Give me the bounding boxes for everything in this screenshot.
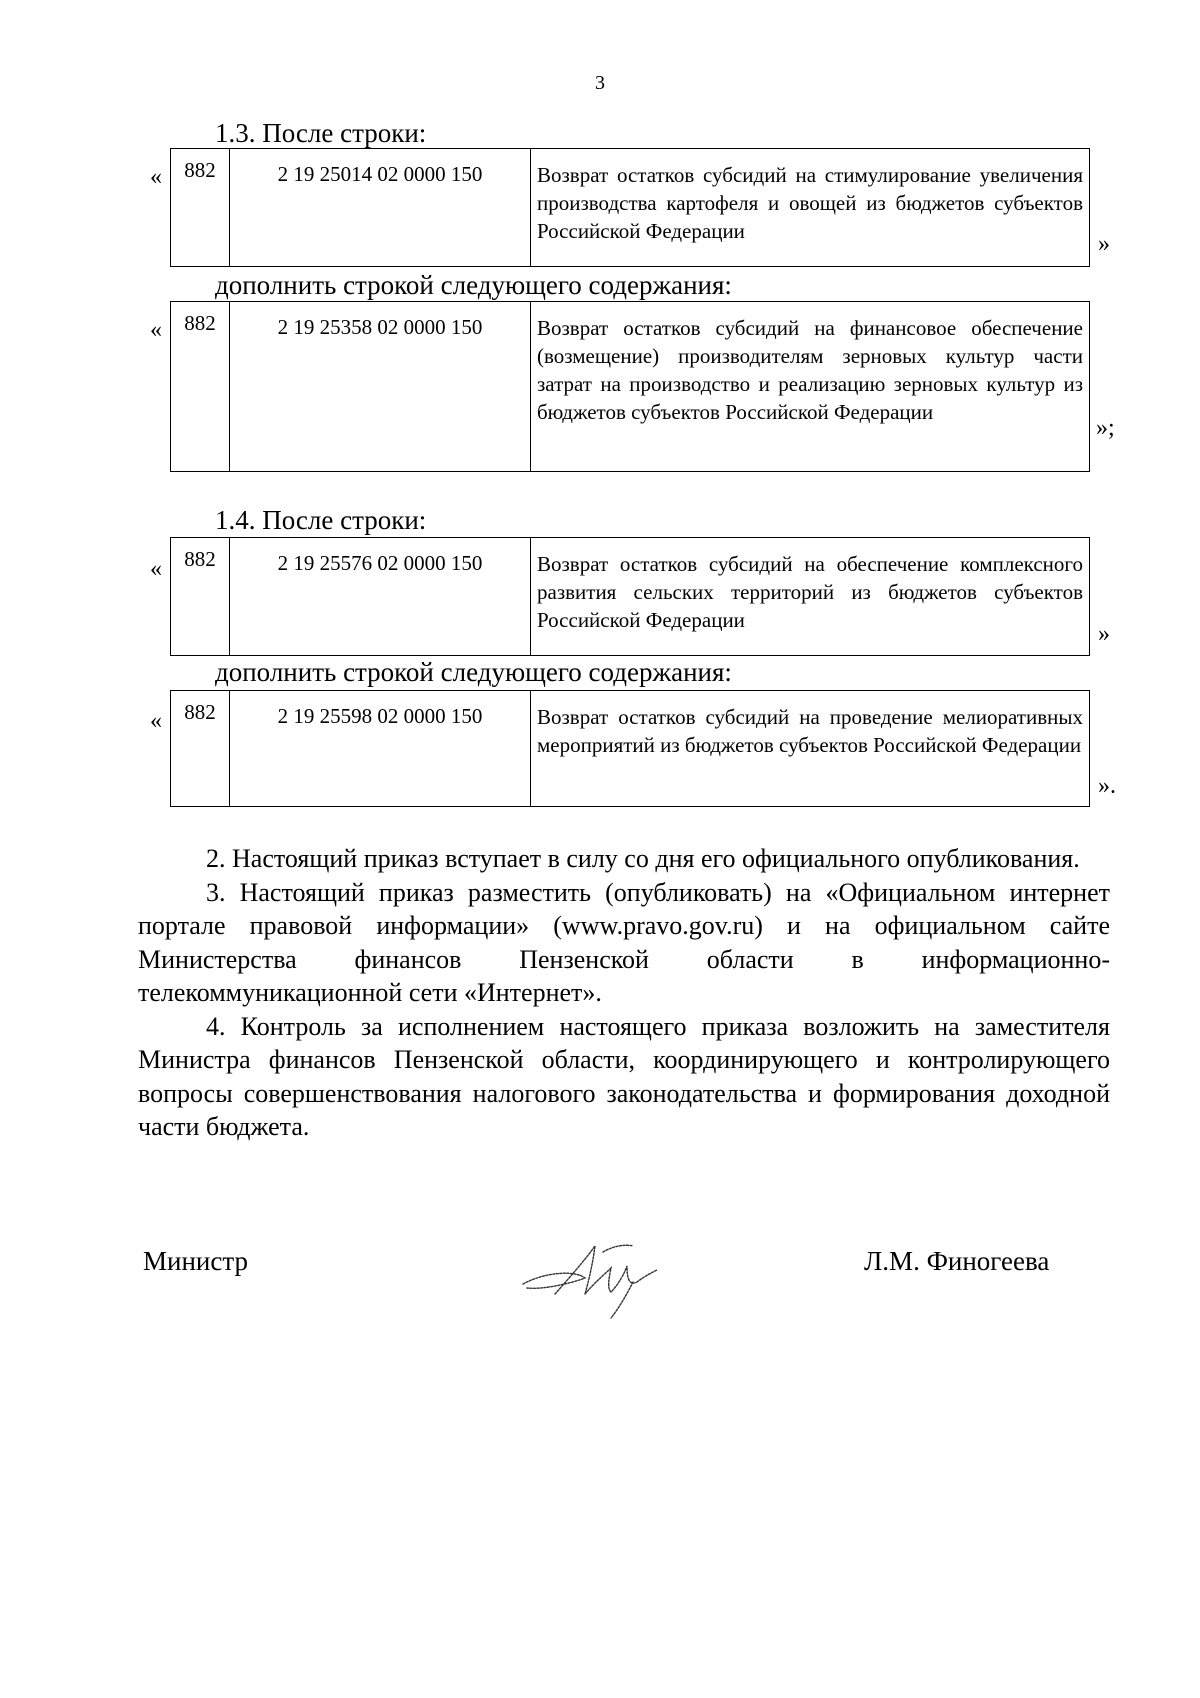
admin-code-cell: 882 [171,691,230,807]
open-quote: « [150,164,162,190]
close-quote: ». [1098,773,1116,799]
section-heading: 1.3. После строки: [215,118,427,148]
admin-code-cell: 882 [171,149,230,267]
budget-code-cell: 2 19 25014 02 0000 150 [230,149,531,267]
table-row [171,691,1090,807]
budget-code-cell: 2 19 25598 02 0000 150 [230,691,531,807]
open-quote: « [150,556,162,582]
revenue-name-cell: Возврат остатков субсидий на проведение мелиоративных мероприятий из бюджетов субъектов Российской Федерации [531,691,1090,807]
paragraph-publication: 3. Настоящий приказ разместить (опубликовать) на «Официальном интернет портале правовой информации» (www.pravo.gov.ru) и на официальном сайте Министерства финансов Пензенской области в информационно-телекоммуникационной сети «Интернет». [138,877,1110,1007]
revenue-name-cell: Возврат остатков субсидий на стимулирование увеличения производства картофеля и овощей из бюджетов субъектов Российской Федерации [531,149,1090,267]
budget-code-cell: 2 19 25358 02 0000 150 [230,302,531,472]
close-quote: » [1098,231,1110,257]
revenue-name-cell: Возврат остатков субсидий на финансовое обеспечение (возмещение) производителям зерновых культур части затрат на производство и реализацию зерновых культур из бюджетов субъектов Российской Федерации [531,302,1090,472]
kbk-table [170,537,1090,656]
open-quote: « [150,708,162,734]
revenue-name-cell: Возврат остатков субсидий на обеспечение комплексного развития сельских территорий из бюджетов субъектов Российской Федерации [531,538,1090,656]
signatory-name: Л.М. Финогеева [864,1246,1050,1276]
close-quote: »; [1096,415,1115,441]
table-row [171,302,1090,472]
kbk-table [170,148,1090,267]
admin-code-cell: 882 [171,302,230,472]
paragraph-effective-date: 2. Настоящий приказ вступает в силу со дня его официального опубликования. [206,844,1080,873]
paragraph-control: 4. Контроль за исполнением настоящего приказа возложить на заместителя Министра финансов Пензенской области, координирующего и контролирующего вопросы совершенствования налогового законодательства и формирования доходной части бюджета. [138,1011,1110,1141]
table-row [171,149,1090,267]
signature-role: Министр [143,1246,248,1276]
page-number: 3 [595,72,605,94]
table-row [171,538,1090,656]
section-heading: 1.4. После строки: [215,505,427,535]
kbk-table [170,690,1090,807]
section-heading: дополнить строкой следующего содержания: [215,657,732,687]
budget-code-cell: 2 19 25576 02 0000 150 [230,538,531,656]
open-quote: « [150,317,162,343]
kbk-table [170,301,1090,472]
section-heading: дополнить строкой следующего содержания: [215,270,732,300]
body-text [138,842,1110,1144]
close-quote: » [1098,621,1110,647]
admin-code-cell: 882 [171,538,230,656]
handwritten-signature [515,1232,665,1322]
